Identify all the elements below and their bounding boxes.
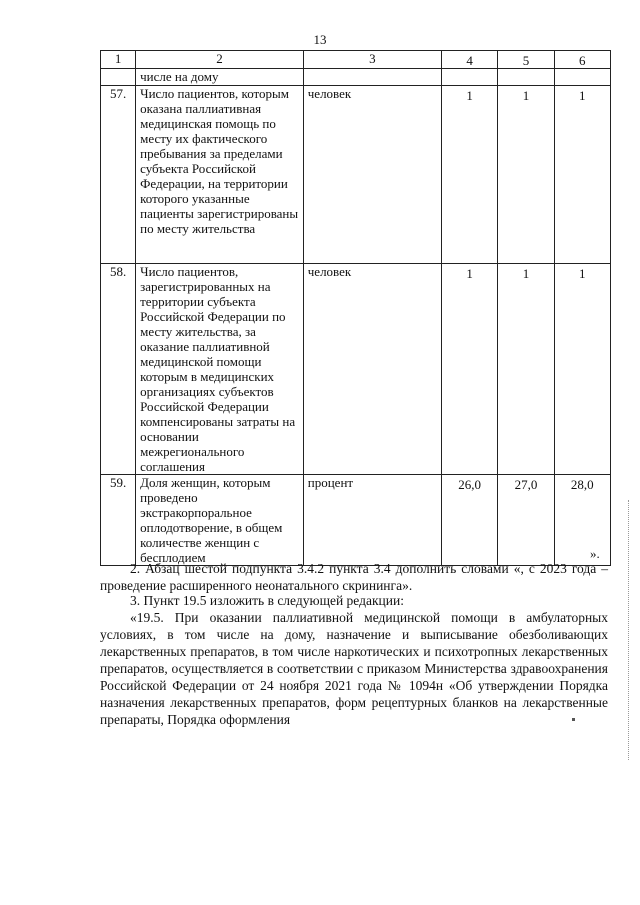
- row-value-2: 1: [498, 86, 554, 264]
- table-row: [101, 264, 611, 475]
- paragraph-4-text: «19.5. При оказании паллиативной медицинской помощи в амбулаторных условиях, в том числе на дому, назначение и выписывание обезболивающих лекарственных препаратов, в том числе наркотических и психотропных лекарственных препаратов, осуществляется в соответствии с приказом Министерства здравоохранения Российской Федерации от 24 ноября 2021 года № 1094н «Об утверждении Порядка назначения лекарственных препаратов, форм рецептурных бланков на лекарственные препараты, Порядка оформления: [100, 610, 608, 727]
- row-value-1: 1: [441, 86, 497, 264]
- row-number: 57.: [101, 86, 136, 264]
- row-value-3: 28,0: [554, 475, 610, 566]
- row-unit: человек: [303, 86, 441, 264]
- row-unit: процент: [303, 475, 441, 566]
- scan-edge-mark: [628, 500, 631, 760]
- paragraph-2: [100, 560, 608, 594]
- continuation-text: числе на дому: [136, 69, 304, 86]
- header-col-5: 5: [498, 51, 554, 69]
- table-row-continuation: [101, 69, 611, 86]
- table-closing-quote: ».: [590, 546, 600, 561]
- row-description: Доля женщин, которым проведено экстракорпоральное оплодотворение, в общем количестве женщин с бесплодием: [136, 475, 304, 566]
- row-number: 59.: [101, 475, 136, 566]
- row-value-2: 27,0: [498, 475, 554, 566]
- row-value-1: 1: [441, 264, 497, 475]
- paragraph-4: [100, 609, 608, 728]
- indicators-table: [100, 50, 611, 566]
- table-header-row: [101, 51, 611, 69]
- paragraph-2-text: 2. Абзац шестой подпункта 3.4.2 пункта 3.4 дополнить словами «, с 2023 года – проведение расширенного неонатального скрининга».: [100, 561, 608, 593]
- row-value-3: 1: [554, 264, 610, 475]
- row-value-2: 1: [498, 264, 554, 475]
- row-value-3: 1: [554, 86, 610, 264]
- row-description: Число пациентов, которым оказана паллиативная медицинская помощь по месту их фактического пребывания за пределами субъекта Российской Федерации, на территории которого указанные пациенты зарегистрированы по месту жительства: [136, 86, 304, 264]
- header-col-1: 1: [101, 51, 136, 69]
- paragraph-3-text: 3. Пункт 19.5 изложить в следующей редакции:: [130, 593, 404, 608]
- header-col-6: 6: [554, 51, 610, 69]
- row-value-1: 26,0: [441, 475, 497, 566]
- header-col-3: 3: [303, 51, 441, 69]
- page-number: 13: [313, 32, 327, 47]
- header-col-4: 4: [441, 51, 497, 69]
- table-row: [101, 475, 611, 566]
- row-number: 58.: [101, 264, 136, 475]
- scan-speck: [572, 718, 575, 721]
- header-col-2: 2: [136, 51, 304, 69]
- row-description: Число пациентов, зарегистрированных на территории субъекта Российской Федерации по месту жительства, за оказание паллиативной медицинской помощи которым в медицинских организациях субъектов Российской Федерации компенсированы затраты на основании межрегионального соглашения: [136, 264, 304, 475]
- paragraph-3: [100, 592, 608, 609]
- row-unit: человек: [303, 264, 441, 475]
- table-row: [101, 86, 611, 264]
